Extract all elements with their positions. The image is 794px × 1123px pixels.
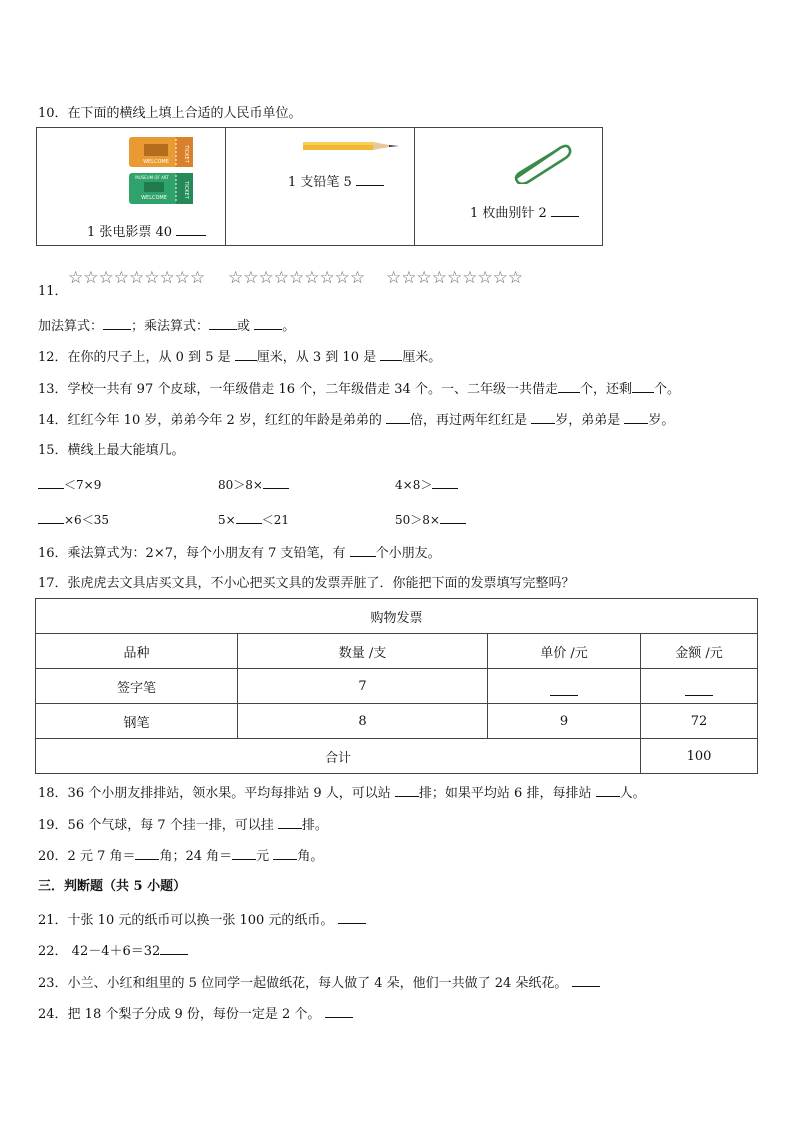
q15-item-6: 50＞8× xyxy=(395,511,466,528)
answer-blank[interactable] xyxy=(395,784,419,797)
q10-cell-3: 1 枚曲别针 2 xyxy=(470,202,579,221)
answer-blank[interactable] xyxy=(160,942,188,955)
answer-blank[interactable] xyxy=(632,380,654,393)
question-17-text: 17．张虎虎去文具店买文具，不小心把买文具的发票弄脏了．你能把下面的发票填写完整吗？ xyxy=(38,576,575,591)
invoice-total-value: 100 xyxy=(641,739,758,774)
star-group-2: ☆☆☆☆☆☆☆☆☆ xyxy=(228,268,366,288)
movie-ticket-image xyxy=(128,136,196,206)
question-16: 16．乘法算式为：2×7，每个小朋友有 7 支铅笔，有 个小朋友。 xyxy=(38,546,441,561)
answer-blank[interactable] xyxy=(380,348,402,361)
answer-blank[interactable] xyxy=(338,911,366,924)
star-group-3: ☆☆☆☆☆☆☆☆☆ xyxy=(386,268,524,288)
answer-blank[interactable] xyxy=(254,317,282,330)
answer-blank[interactable] xyxy=(103,317,131,330)
section-3-heading: 三．判断题（共 5 小题） xyxy=(38,879,187,894)
question-18: 18．36 个小朋友排排站，领水果。平均每排站 9 人，可以站 排；如果平均站 6 排，每排站 人。 xyxy=(38,786,646,801)
answer-blank[interactable] xyxy=(278,816,302,829)
invoice-header-amount: 金额 /元 xyxy=(641,634,758,669)
answer-blank[interactable] xyxy=(176,223,206,236)
ticket-bottom-label: TICKET xyxy=(183,181,189,199)
q15-item-2: 80＞8× xyxy=(218,476,289,493)
question-20: 20．2 元 7 角＝ 角；24 角＝ 元 角。 xyxy=(38,849,324,864)
answer-blank[interactable] xyxy=(558,380,580,393)
invoice-title: 购物发票 xyxy=(36,599,758,634)
question-14: 14．红红今年 10 岁，弟弟今年 2 岁，红红的年龄是弟弟的 倍，再过两年红红是 岁，弟弟是 岁。 xyxy=(38,413,675,428)
invoice-table xyxy=(35,598,758,774)
question-13: 13．学校一共有 97 个皮球，一年级借走 16 个，二年级借走 34 个。一、二年级一共借走 个，还剩 个。 xyxy=(38,382,680,397)
question-22: 22． 42－4＋6＝32 xyxy=(38,942,188,960)
answer-blank[interactable] xyxy=(232,847,256,860)
q15-item-3: 4×8＞ xyxy=(395,476,458,493)
answer-blank[interactable] xyxy=(135,847,159,860)
invoice-header-qty: 数量 /支 xyxy=(238,634,488,669)
answer-blank[interactable] xyxy=(432,476,458,489)
pencil-image xyxy=(303,140,403,152)
q10-cell-2: 1 支铅笔 5 xyxy=(288,171,384,190)
answer-blank[interactable] xyxy=(235,348,257,361)
question-19: 19．56 个气球，每 7 个挂一排，可以挂 排。 xyxy=(38,818,328,833)
ticket-bottom-museum: MUSEUM OF ART xyxy=(135,175,169,180)
answer-blank[interactable] xyxy=(356,173,384,186)
star-group-1: ☆☆☆☆☆☆☆☆☆ xyxy=(68,268,206,288)
answer-blank[interactable] xyxy=(531,411,555,424)
answer-blank[interactable] xyxy=(263,476,289,489)
question-15-text: 15．横线上最大能填几。 xyxy=(38,443,185,458)
question-11-text: 加法算式： ；乘法算式： 或 。 xyxy=(38,319,296,334)
answer-blank[interactable] xyxy=(38,511,64,524)
invoice-header-item: 品种 xyxy=(36,634,238,669)
paperclip-image xyxy=(508,140,572,184)
table-row: 钢笔 8 9 72 xyxy=(36,704,758,739)
answer-blank[interactable] xyxy=(273,847,297,860)
q15-item-1: ＜7×9 xyxy=(38,476,101,493)
answer-blank[interactable] xyxy=(350,544,376,557)
table-row: 签字笔 7 xyxy=(36,669,758,704)
ticket-top-welcome: WELCOME xyxy=(143,159,169,165)
answer-blank[interactable] xyxy=(209,317,237,330)
answer-blank[interactable] xyxy=(325,1005,353,1018)
answer-blank[interactable] xyxy=(596,784,620,797)
q15-item-4: ×6＜35 xyxy=(38,511,109,528)
ticket-top-label: TICKET xyxy=(183,145,189,163)
answer-blank[interactable] xyxy=(551,204,579,217)
question-12: 12．在你的尺子上，从 0 到 5 是 厘米，从 3 到 10 是 厘米。 xyxy=(38,350,442,365)
question-10-text: 10．在下面的横线上填上合适的人民币单位。 xyxy=(38,106,302,121)
answer-blank[interactable] xyxy=(624,411,648,424)
answer-blank[interactable] xyxy=(572,974,600,987)
q15-item-5: 5× ＜21 xyxy=(218,513,289,527)
question-24: 24．把 18 个梨子分成 9 份，每份一定是 2 个。 xyxy=(38,1005,353,1023)
answer-blank[interactable] xyxy=(550,683,578,696)
q10-cell-1: 1 张电影票 40 xyxy=(87,221,206,240)
question-23: 23．小兰、小红和组里的 5 位同学一起做纸花，每人做了 4 朵，他们一共做了 24 朵纸花。 xyxy=(38,974,600,992)
answer-blank[interactable] xyxy=(38,476,64,489)
ticket-bottom-welcome: WELCOME xyxy=(141,195,167,201)
answer-blank[interactable] xyxy=(236,511,262,524)
question-11-number: 11． xyxy=(38,284,68,299)
invoice-total-label: 合计 xyxy=(36,739,641,774)
invoice-header-price: 单价 /元 xyxy=(488,634,641,669)
answer-blank[interactable] xyxy=(685,683,713,696)
answer-blank[interactable] xyxy=(386,411,410,424)
question-21: 21．十张 10 元的纸币可以换一张 100 元的纸币。 xyxy=(38,911,366,929)
answer-blank[interactable] xyxy=(440,511,466,524)
